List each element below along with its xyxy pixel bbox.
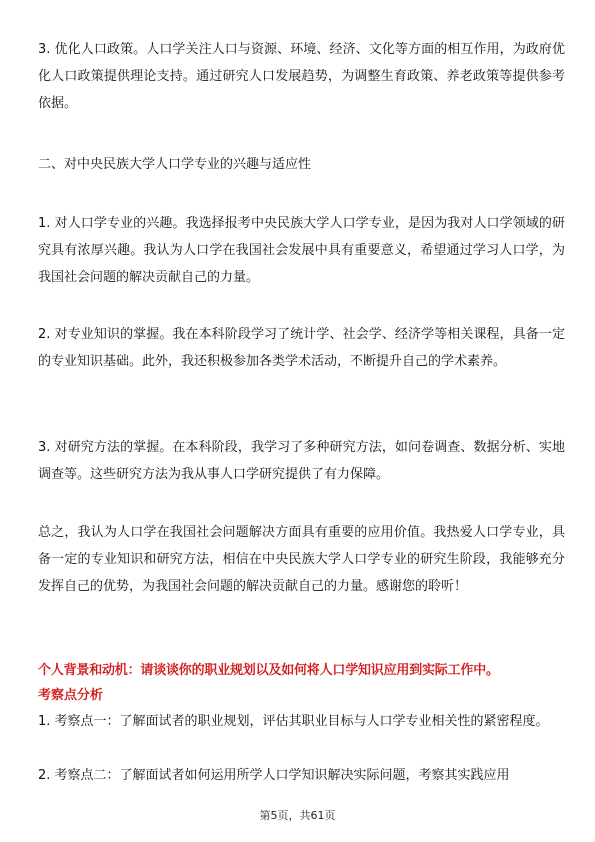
paragraph-interest: 1. 对人口学专业的兴趣。我选择报考中央民族大学人口学专业，是因为我对人口学领域的研究具有浓厚兴趣。我认为人口学在我国社会发展中具有重要意义，希望通过学习人口学，为我国社会问题的解决贡献自己的力量。	[38, 216, 565, 285]
page-number: 第5页，共61页	[259, 809, 336, 822]
analysis-point: 1. 考察点一：了解面试者的职业规划，评估其职业目标与人口学专业相关性的紧密程度。	[38, 714, 549, 729]
paragraph-policy-optimization: 3. 优化人口政策。人口学关注人口与资源、环境、经济、文化等方面的相互作用，为政府优化人口政策提供理论支持。通过研究人口发展趋势，为调整生育政策、养老政策等提供参考依据。	[38, 42, 565, 111]
interview-question: 个人背景和动机：请谈谈你的职业规划以及如何将人口学知识应用到实际工作中。	[38, 663, 499, 678]
analysis-title: 考察点分析	[38, 688, 104, 703]
paragraph-conclusion: 总之，我认为人口学在我国社会问题解决方面具有重要的应用价值。我热爱人口学专业，具备一定的专业知识和研究方法，相信在中央民族大学人口学专业的研究生阶段，我能够充分发挥自己的优势，为我国社会问题的解决贡献自己的力量。感谢您的聆听！	[38, 525, 565, 594]
section-heading: 二、对中央民族大学人口学专业的兴趣与适应性	[38, 157, 312, 172]
paragraph-knowledge: 2. 对专业知识的掌握。我在本科阶段学习了统计学、社会学、经济学等相关课程，具备一定的专业知识基础。此外，我还积极参加各类学术活动，不断提升自己的学术素养。	[38, 327, 565, 369]
analysis-point: 2. 考察点二：了解面试者如何运用所学人口学知识解决实际问题，考察其实践应用	[38, 768, 510, 783]
paragraph-methods: 3. 对研究方法的掌握。在本科阶段，我学习了多种研究方法，如问卷调查、数据分析、实地调查等。这些研究方法为我从事人口学研究提供了有力保障。	[38, 440, 565, 482]
